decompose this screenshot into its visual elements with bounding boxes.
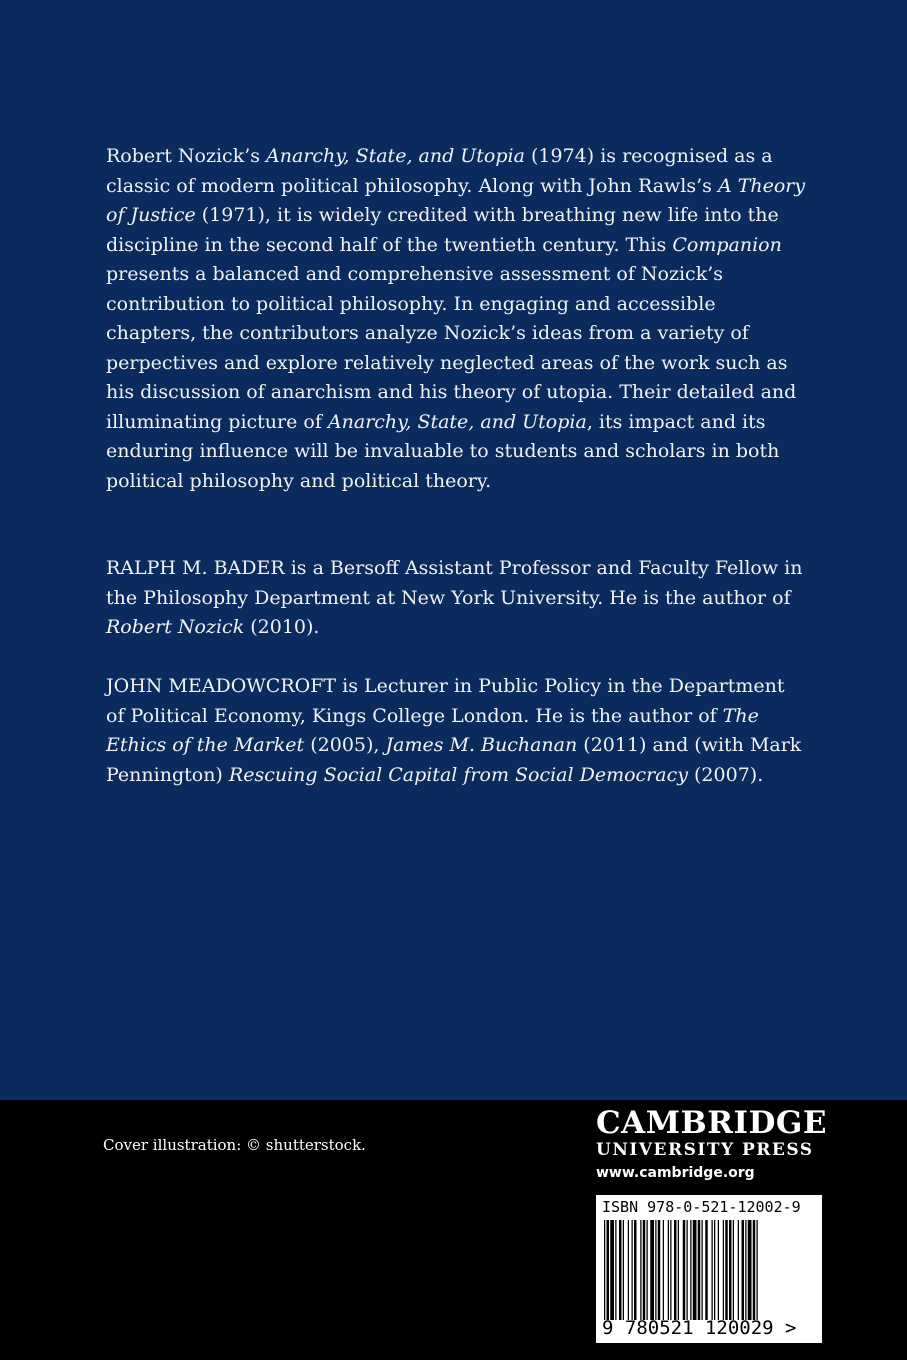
- blurb-title-italic: Anarchy, State, and Utopia: [327, 410, 587, 433]
- barcode-bar: [604, 1220, 605, 1320]
- barcode-bar: [725, 1220, 728, 1320]
- barcode-bar: [753, 1220, 756, 1320]
- barcode-bar: [643, 1220, 646, 1320]
- blurb-text: , its impact and its enduring influence will be invaluable to students and scholars in both political philosophy and political theory.: [106, 410, 780, 492]
- bio-title-italic: The Ethics of the Market: [106, 704, 759, 756]
- barcode-icon: [602, 1220, 816, 1320]
- barcode-bar: [610, 1220, 614, 1320]
- bio-text: JOHN MEADOWCROFT is Lecturer in Public Policy in the Department of Political Economy, Kings College London. He is the author of: [106, 675, 785, 727]
- barcode-bar: [615, 1220, 616, 1320]
- barcode-bar: [738, 1220, 739, 1320]
- blurb-text: (1971), it is widely credited with breathing new life into the discipline in the second half of the twentieth century. This: [106, 204, 779, 256]
- barcode-bar: [655, 1220, 656, 1320]
- barcode-bar: [705, 1220, 708, 1320]
- barcode-bar: [733, 1220, 734, 1320]
- editor-bio-meadowcroft: [106, 672, 806, 790]
- barcode-bar: [663, 1220, 664, 1320]
- barcode-bar: [674, 1220, 677, 1320]
- bio-text: (2010).: [244, 616, 320, 638]
- blurb-text: Robert Nozick’s: [106, 145, 267, 167]
- barcode-bar: [729, 1220, 732, 1320]
- publisher-subname: UNIVERSITY PRESS: [596, 1140, 814, 1160]
- editor-bio-bader: [106, 554, 806, 643]
- ean-digits: 9 780521 120029 >: [602, 1317, 797, 1339]
- book-blurb: [106, 142, 806, 496]
- bio-text: (2005),: [304, 734, 386, 756]
- barcode-bar: [745, 1220, 746, 1320]
- barcode-bar: [714, 1220, 715, 1320]
- barcode-bar: [683, 1220, 686, 1320]
- blurb-text: (1974) is recognised as a classic of modern political philosophy. Along with John Rawls’s: [106, 145, 773, 197]
- publisher-url: www.cambridge.org: [596, 1165, 755, 1181]
- isbn-barcode: [596, 1195, 822, 1343]
- bio-text: RALPH M. BADER is a Bersoff Assistant Professor and Faculty Fellow in the Philosophy Department at New York University. He is the author of: [106, 557, 803, 609]
- barcode-bar: [650, 1220, 654, 1320]
- barcode-bar: [757, 1220, 758, 1320]
- barcode-bar: [698, 1220, 701, 1320]
- barcode-bar: [690, 1220, 691, 1320]
- blurb-title-italic: Companion: [672, 233, 782, 256]
- blurb-title-italic: Anarchy, State, and Utopia: [266, 145, 525, 167]
- barcode-bar: [712, 1220, 713, 1320]
- barcode-bar: [678, 1220, 679, 1320]
- barcode-bar: [693, 1220, 697, 1320]
- barcode-bar: [668, 1220, 669, 1320]
- bio-text: (2007).: [687, 763, 764, 786]
- bio-paragraph: [106, 554, 806, 643]
- barcode-bar: [634, 1220, 637, 1320]
- barcode-bar: [742, 1220, 745, 1320]
- barcode-bar: [658, 1220, 661, 1320]
- cover-credit: Cover illustration: © shutterstock.: [103, 1136, 366, 1154]
- barcode-bar: [623, 1220, 624, 1320]
- barcode-bar: [723, 1220, 724, 1320]
- publisher-name: CAMBRIDGE: [596, 1105, 827, 1141]
- barcode-bar: [632, 1220, 633, 1320]
- barcode-bar: [640, 1220, 641, 1320]
- barcode-bar: [687, 1220, 688, 1320]
- blurb-text: presents a balanced and comprehensive assessment of Nozick’s contribution to political philosophy. In engaging and accessible chapters, the contributors analyze Nozick’s ideas from a variety of perpectives and explore relatively neglected areas of the work such as his discussion of anarchism and his theory of utopia. Their detailed and illuminating picture of: [106, 263, 797, 433]
- bio-paragraph: [106, 672, 806, 790]
- barcode-bar: [702, 1220, 703, 1320]
- blurb-paragraph: [106, 142, 806, 496]
- barcode-bar: [670, 1220, 671, 1320]
- isbn-label: ISBN 978-0-521-12002-9: [602, 1198, 801, 1216]
- bio-title-italic: Rescuing Social Capital from Social Democracy: [228, 763, 688, 786]
- barcode-bar: [748, 1220, 752, 1320]
- barcode-bar: [619, 1220, 622, 1320]
- barcode-bar: [628, 1220, 629, 1320]
- publisher-logo: [596, 1106, 826, 1184]
- bio-title-italic: James M. Buchanan: [385, 734, 578, 756]
- barcode-bar: [647, 1220, 648, 1320]
- bio-text: (2011) and (with Mark Pennington): [106, 734, 802, 786]
- barcode-bar: [607, 1220, 610, 1320]
- blurb-title-italic: A Theory of Justice: [106, 174, 806, 226]
- bio-title-italic: Robert Nozick: [106, 616, 245, 638]
- barcode-bar: [718, 1220, 719, 1320]
